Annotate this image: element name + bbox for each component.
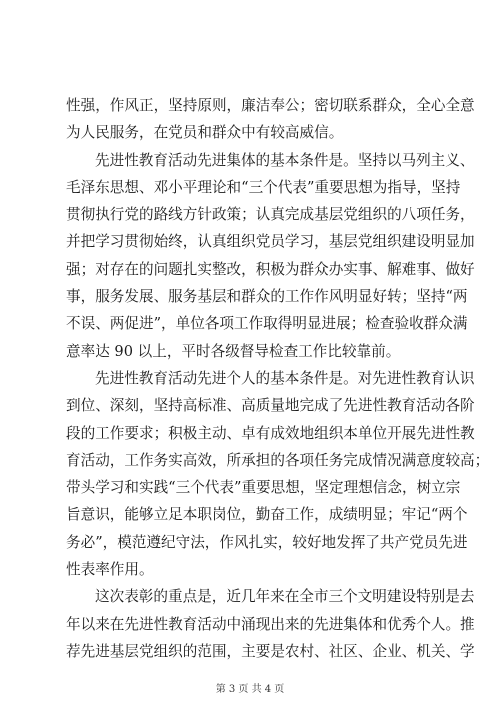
- text-line: 并把学习贯彻始终，认真组织党员学习，基层党组织建设明显加: [66, 233, 475, 251]
- document-body: [66, 92, 490, 665]
- text-line: 强；对存在的问题扎实整改，积极为群众办实事、解难事、做好: [66, 260, 475, 278]
- paragraph: [66, 147, 475, 365]
- paragraph: [66, 583, 475, 665]
- text-line: 带头学习和实践“三个代表”重要思想，坚定理想信念，树立宗: [66, 479, 461, 497]
- text-line: 先进性教育活动先进个人的基本条件是。对先进性教育认识: [95, 369, 475, 387]
- text-line: 性表率作用。: [66, 561, 154, 579]
- text-line: 旨意识，能够立足本职岗位，勤奋工作，成绩明显；牢记“两个: [66, 506, 468, 524]
- text-line: 育活动，工作务实高效，所承担的各项任务完成情况满意度较高；: [66, 451, 490, 469]
- text-line: 为人民服务，在党员和群众中有较高威信。: [66, 124, 344, 142]
- text-line: 年以来在先进性教育活动中涌现出来的先进集体和优秀个人。推: [66, 615, 475, 633]
- text-line: 这次表彰的重点是，近几年来在全市三个文明建设特别是去: [95, 588, 475, 606]
- page-number: 第 3 页 共 4 页: [215, 684, 285, 695]
- paragraph: [66, 365, 490, 583]
- text-line: 事，服务发展、服务基层和群众的工作作风明显好转；坚持“两: [66, 288, 468, 306]
- text-line: 务必”，模范遵纪守法，作风扎实，较好地发挥了共产党员先进: [66, 533, 468, 551]
- text-line: 性强，作风正，坚持原则，廉洁奉公；密切联系群众，全心全意: [66, 97, 475, 114]
- text-line: 贯彻执行党的路线方针政策；认真完成基层党组织的八项任务，: [66, 206, 475, 224]
- text-line: 先进性教育活动先进集体的基本条件是。坚持以马列主义、: [95, 151, 475, 169]
- text-line: 意率达 90 以上，平时各级督导检查工作比较靠前。: [66, 342, 401, 360]
- text-line: 到位、深刻，坚持高标准、高质量地完成了先进性教育活动各阶: [66, 397, 475, 415]
- text-line: 荐先进基层党组织的范围，主要是农村、社区、企业、机关、学: [66, 642, 475, 660]
- text-line: 段的工作要求；积极主动、卓有成效地组织本单位开展先进性教: [66, 424, 475, 442]
- text-line: 不误、两促进”，单位各项工作取得明显进展；检查验收群众满: [66, 315, 468, 333]
- text-line: 毛泽东思想、邓小平理论和“三个代表”重要思想为指导，坚持: [66, 178, 461, 196]
- paragraph: [66, 92, 475, 147]
